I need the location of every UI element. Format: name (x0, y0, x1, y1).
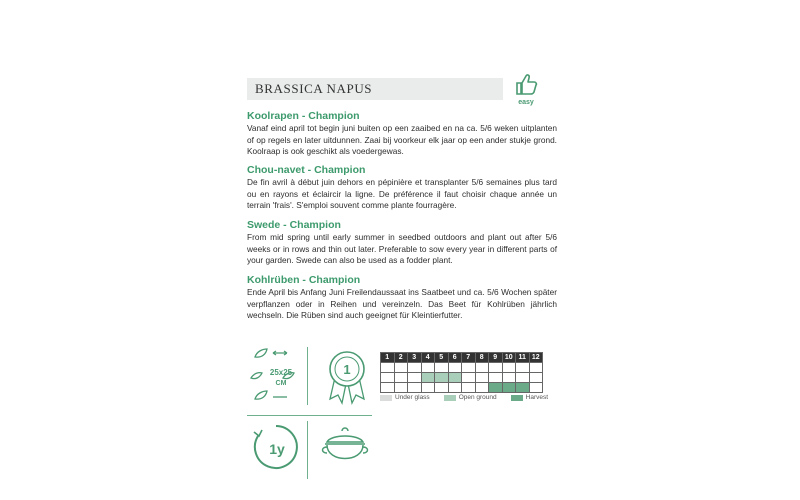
legend-label: Under glass (395, 394, 430, 401)
calendar-cell (462, 383, 476, 393)
legend-open-ground (444, 394, 497, 401)
plant-spacing-icon (249, 345, 297, 412)
calendar-legend (380, 394, 562, 401)
section-heading: Koolrapen - Champion (247, 110, 360, 122)
month-cell: 2 (394, 353, 408, 363)
calendar-cell (381, 363, 395, 373)
calendar-cell (475, 363, 489, 373)
spacing-unit: CM (275, 380, 287, 387)
easy-label: easy (518, 99, 534, 106)
calendar-cell (448, 363, 462, 373)
divider (307, 421, 308, 479)
legend-label: Open ground (458, 394, 497, 401)
spacing-value: 25x25 (269, 368, 293, 377)
calendar-row-open-ground (381, 373, 543, 383)
month-cell: 11 (516, 353, 530, 363)
calendar-cell (475, 373, 489, 383)
rank-number: 1 (343, 362, 351, 377)
calendar-cell (529, 373, 543, 383)
calendar-cell (435, 383, 449, 393)
calendar-cell (489, 383, 503, 393)
month-cell: 10 (502, 353, 516, 363)
month-cell: 4 (421, 353, 435, 363)
calendar-cell (462, 363, 476, 373)
calendar-cell (421, 373, 435, 383)
calendar-cell (502, 363, 516, 373)
month-cell: 3 (408, 353, 422, 363)
calendar-cell (421, 363, 435, 373)
month-cell: 5 (435, 353, 449, 363)
calendar-cell (502, 383, 516, 393)
month-cell: 12 (529, 353, 543, 363)
calendar-cell (529, 383, 543, 393)
annual-cycle-icon (251, 421, 301, 480)
calendar-months-row (381, 353, 543, 363)
cooking-pot-icon (317, 425, 373, 478)
calendar-cell (489, 373, 503, 383)
calendar-cell (394, 383, 408, 393)
calendar-cell (448, 373, 462, 383)
legend-under-glass (380, 394, 430, 401)
calendar-cell (381, 373, 395, 383)
easy-badge (511, 72, 541, 106)
section-french (247, 164, 557, 212)
month-cell: 8 (475, 353, 489, 363)
calendar-row-harvest (381, 383, 543, 393)
calendar-cell (408, 363, 422, 373)
calendar-cell (516, 383, 530, 393)
calendar-cell (475, 383, 489, 393)
section-dutch (247, 110, 557, 158)
legend-swatch (511, 395, 523, 401)
legend-swatch (380, 395, 392, 401)
thumbs-up-icon (513, 72, 539, 96)
calendar-cell (421, 383, 435, 393)
species-title-bar (247, 78, 503, 100)
calendar-cell (435, 373, 449, 383)
month-cell: 1 (381, 353, 395, 363)
month-cell: 9 (489, 353, 503, 363)
month-cell: 6 (448, 353, 462, 363)
calendar-row-under-glass (381, 363, 543, 373)
section-heading: Swede - Champion (247, 219, 341, 231)
cycle-label: 1y (269, 441, 285, 457)
legend-swatch (444, 395, 456, 401)
legend-label: Harvest (525, 394, 549, 401)
divider (307, 347, 308, 405)
legend-harvest (511, 394, 548, 401)
calendar-cell (489, 363, 503, 373)
section-text: De fin avril à début juin dehors en pépinière et transplanter 5/6 semaines plus tard ou en rayons et éclaircir la ligne. De préférence il faut choisir chaque année un terrain 'frais'. S'emploi souvent comme plante fourragère. (247, 177, 557, 211)
section-text: Ende April bis Anfang Juni Freilendaussaat ins Saatbeet und ca. 5/6 Wochen später verpflanzen oder in Reihen und vereinzeln. Das Beet für Kohlrüben jährlich wechseln. Die Rüben sind auch geeignet für Kleintierfutter. (247, 287, 557, 321)
section-german (247, 274, 557, 322)
section-text: From mid spring until early summer in seedbed outdoors and plant out after 5/6 weeks or in rows and thin out later. Preferable to sow every year in different parts of your garden. Swede can also be used as a fodder plant. (247, 232, 557, 266)
calendar-cell (502, 373, 516, 383)
section-text: Vanaf eind april tot begin juni buiten op een zaaibed en na ca. 5/6 weken uitplanten of op regels en later uitdunnen. Zaai bij voorkeur elk jaar op een ander stukje grond. Koolraap is ook geschikt als voedergewas. (247, 123, 557, 157)
species-title: BRASSICA NAPUS (255, 81, 373, 96)
calendar-cell (462, 373, 476, 383)
calendar-cell (408, 383, 422, 393)
calendar-cell (516, 363, 530, 373)
divider (247, 415, 372, 416)
section-heading: Kohlrüben - Champion (247, 274, 361, 286)
calendar-cell (435, 363, 449, 373)
calendar-cell (448, 383, 462, 393)
rosette-icon (322, 347, 372, 410)
calendar-cell (381, 383, 395, 393)
month-cell: 7 (462, 353, 476, 363)
section-english (247, 219, 557, 267)
calendar-cell (394, 363, 408, 373)
sowing-calendar (380, 352, 543, 393)
calendar-cell (529, 363, 543, 373)
calendar-cell (394, 373, 408, 383)
calendar-cell (516, 373, 530, 383)
section-heading: Chou-navet - Champion (247, 164, 366, 176)
calendar-cell (408, 373, 422, 383)
